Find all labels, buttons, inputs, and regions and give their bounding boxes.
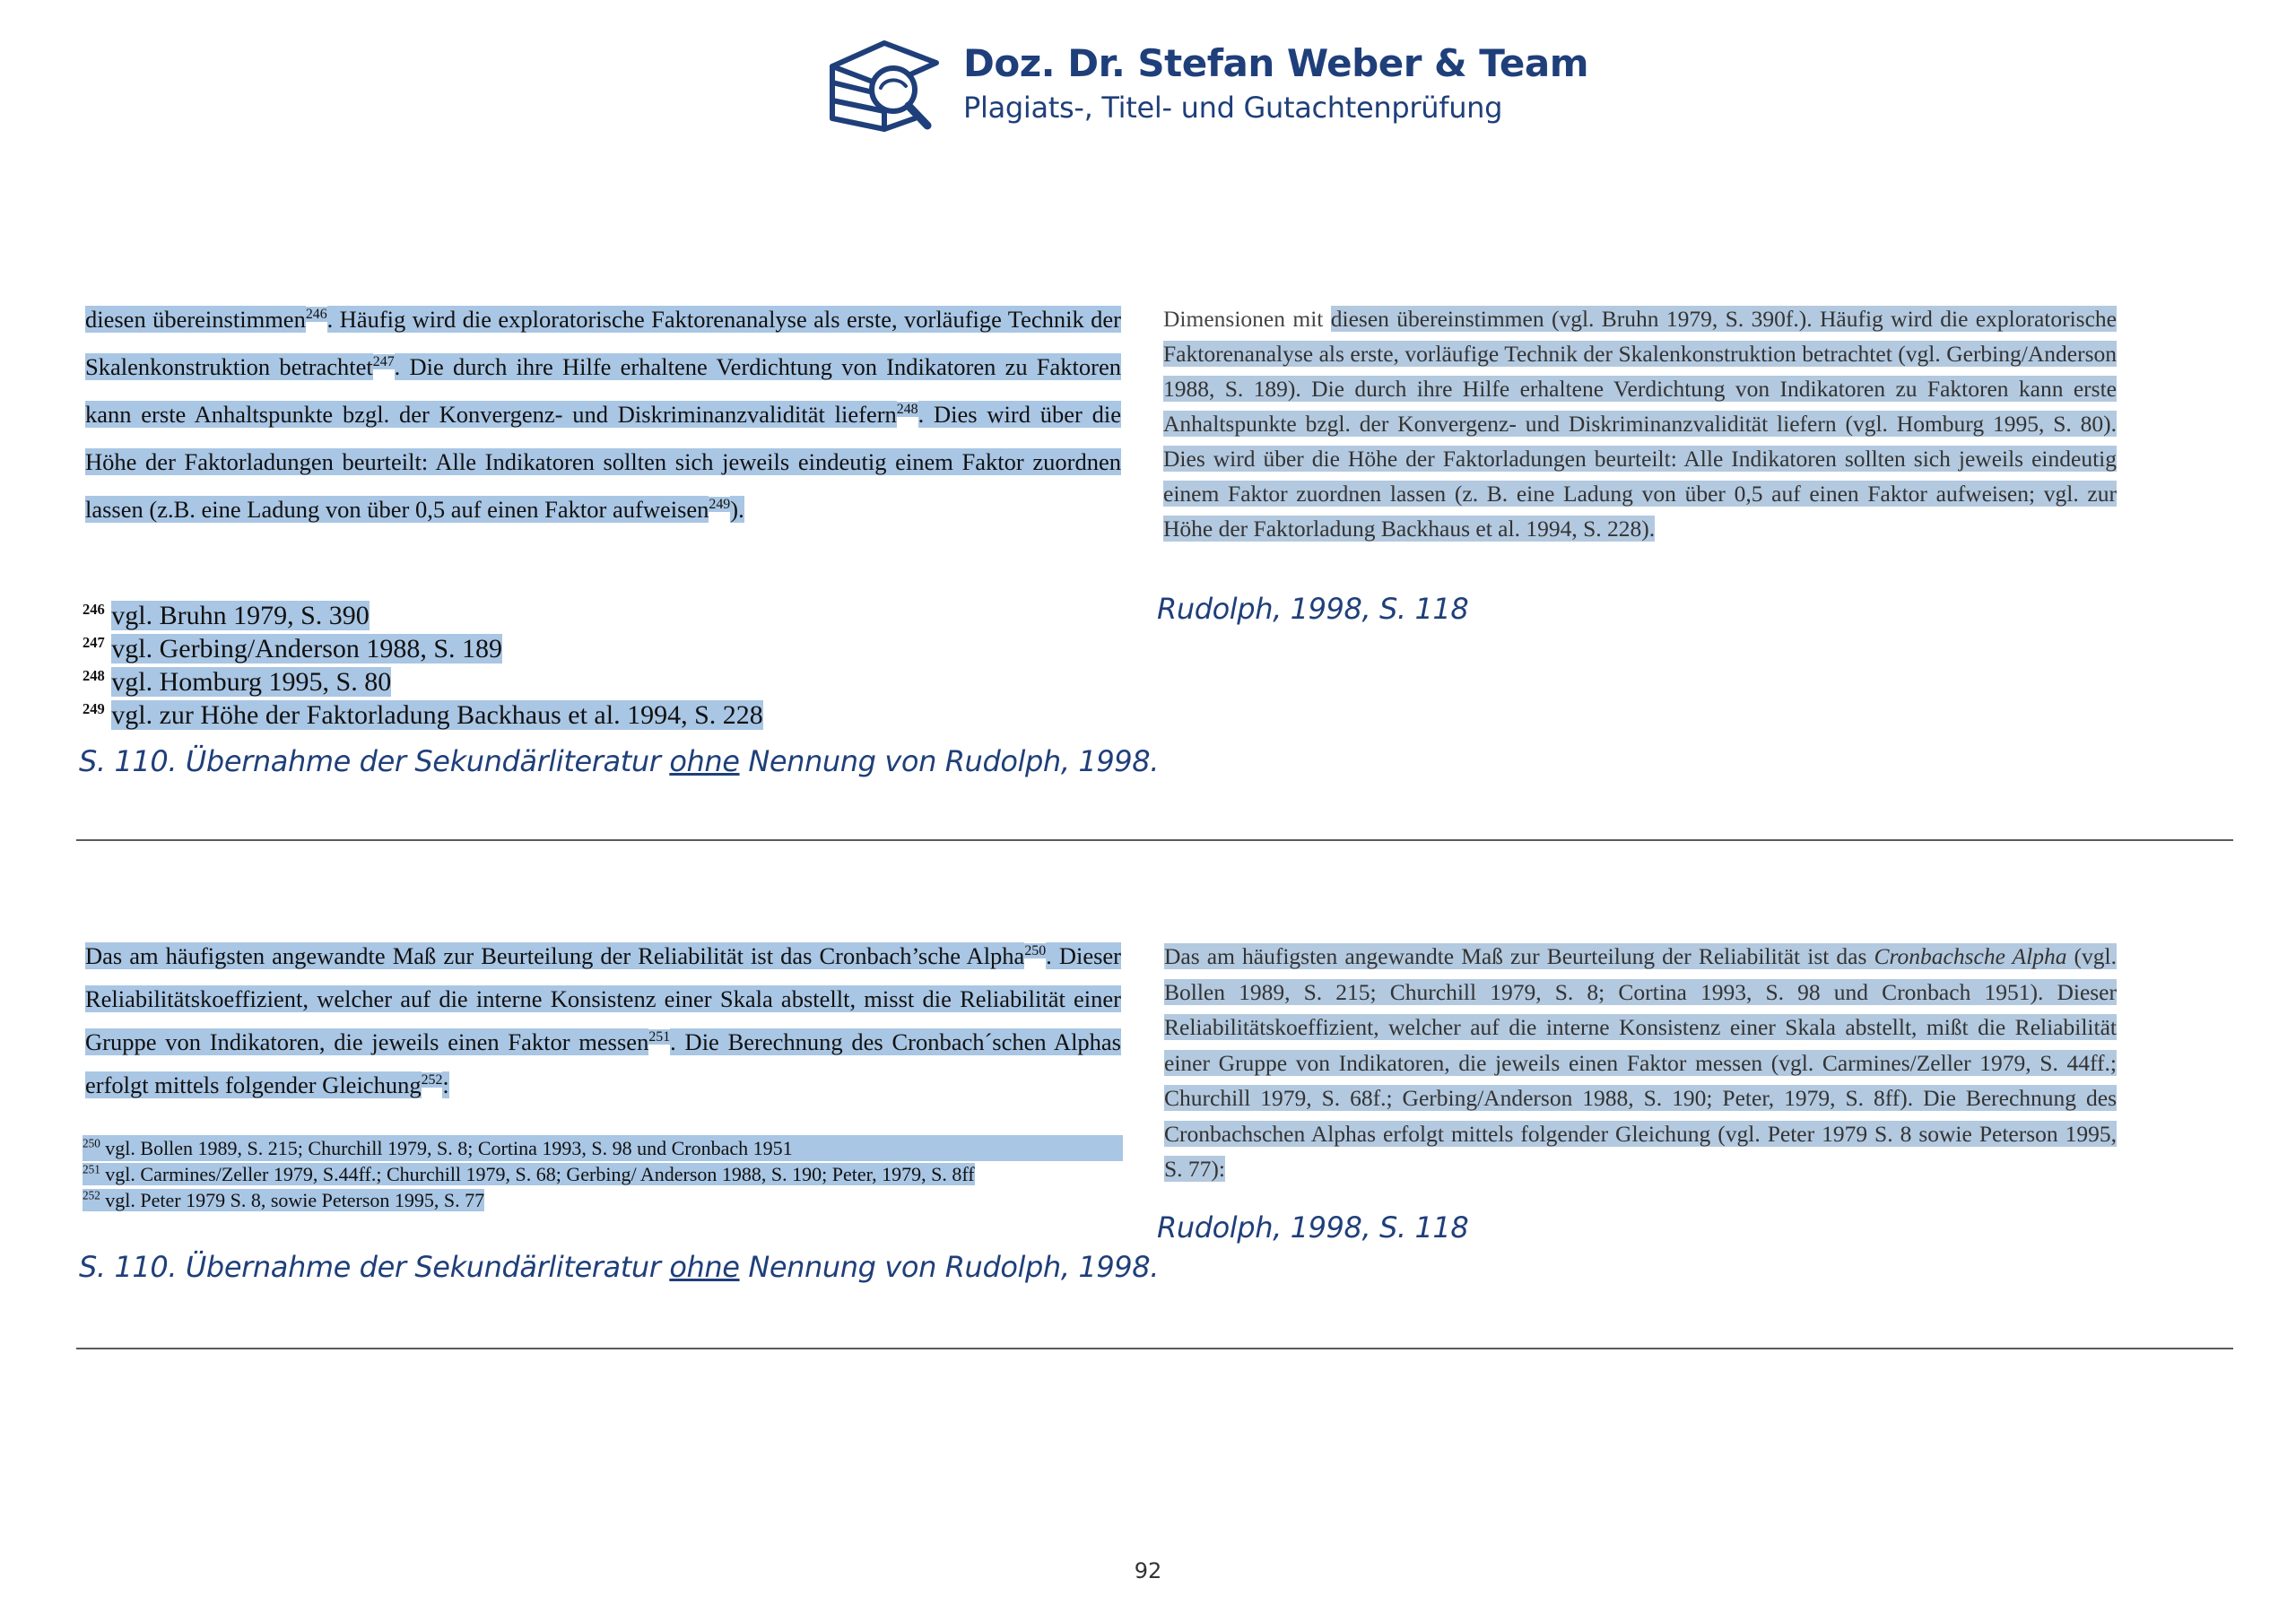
footnote-text: vgl. Carmines/Zeller 1979, S.44ff.; Churchill 1979, S. 68; Gerbing/ Anderson 1988, S. 190; Peter, 1979, S. 8ff xyxy=(105,1163,975,1185)
footnote-number: 252 xyxy=(83,1188,100,1202)
excerpt-text: : xyxy=(442,1071,449,1098)
footnotes-left-2 xyxy=(83,1135,1123,1213)
brand-title: Doz. Dr. Stefan Weber & Team xyxy=(963,41,1588,85)
footnote xyxy=(83,698,979,732)
footnotes-left-1 xyxy=(83,599,979,732)
footnote xyxy=(83,599,979,632)
footnote xyxy=(83,1135,1123,1161)
footnote-text: vgl. zur Höhe der Faktorladung Backhaus et al. 1994, S. 228 xyxy=(111,700,763,730)
brand-subtitle: Plagiats-, Titel- und Gutachtenprüfung xyxy=(963,91,1503,125)
excerpt-right-1 xyxy=(1163,301,2117,546)
excerpt-text: ). xyxy=(730,496,744,523)
excerpt-left-1 xyxy=(85,296,1121,533)
caption-text: Nennung von Rudolph, 1998. xyxy=(739,744,1159,778)
footnote-ref: 251 xyxy=(648,1029,671,1045)
footnote-text: vgl. Gerbing/Anderson 1988, S. 189 xyxy=(111,634,503,664)
caption-emphasis: ohne xyxy=(669,744,740,778)
footnote xyxy=(83,1187,1123,1213)
excerpt-text-italic: Cronbachsche Alpha xyxy=(1874,943,2067,969)
excerpt-text-unhighlighted: Dimensionen mit xyxy=(1163,306,1331,332)
footnote-ref: 247 xyxy=(372,354,395,370)
page-header xyxy=(825,36,1588,133)
footnote-text: vgl. Homburg 1995, S. 80 xyxy=(111,667,392,697)
excerpt-text: diesen übereinstimmen xyxy=(85,306,306,333)
books-magnifier-icon xyxy=(825,36,944,133)
excerpt-text-part: (vgl. Bollen 1989, S. 215; Churchill 1979, S. 8; Cortina 1993, S. 98 und Cronbach 1951). Dieser Reliabilitätskoeffizient, welcher auf die interne Konsistenz einer Skala abstellt, mißt die Reliabilität einer Gruppe von Indikatoren, die jeweils einen Faktor messen (vgl. Carmines/Zeller 1979, S. 44ff.; Churchill 1979, S. 68f.; Gerbing/Anderson 1988, S. 190; Peter, 1979, S. 8ff). Die Berechnung des Cronbachschen Alphas erfolgt mittels folgender Gleichung (vgl. Peter 1979 S. 8 sowie Peterson 1995, S. 77): xyxy=(1164,943,2118,1182)
excerpt-text-part: Das am häufigsten angewandte Maß zur Beurteilung der Reliabilität ist das xyxy=(1164,943,1874,969)
footnote-number: 248 xyxy=(83,667,105,684)
page-number: 92 xyxy=(1134,1558,1162,1583)
divider xyxy=(76,839,2233,841)
caption-text: S. 110. Übernahme der Sekundärliteratur xyxy=(79,1250,670,1284)
excerpt-left-2 xyxy=(85,934,1121,1106)
divider xyxy=(76,1348,2233,1349)
caption-right-2: Rudolph, 1998, S. 118 xyxy=(1157,1210,1469,1245)
excerpt-text: . Häufig wird die exploratorische Faktorenanalyse als erste, vorläufige Technik der Skalenkonstruktion betrachtet xyxy=(85,306,1121,380)
footnote-text: vgl. Peter 1979 S. 8, sowie Peterson 1995, S. 77 xyxy=(105,1189,485,1211)
footnote-number: 251 xyxy=(83,1162,100,1176)
caption-left-2 xyxy=(79,1250,1159,1284)
footnote-ref: 252 xyxy=(421,1072,443,1089)
excerpt-text: . Die durch ihre Hilfe erhaltene Verdichtung von Indikatoren zu Faktoren kann erste Anhaltspunkte bzgl. der Konvergenz- und Diskriminanzvalidität liefern xyxy=(85,353,1122,428)
footnote-text: vgl. Bruhn 1979, S. 390 xyxy=(111,601,370,630)
footnote xyxy=(83,1161,1123,1187)
excerpt-text: . Die Berechnung des Cronbach´schen Alphas erfolgt mittels folgender Gleichung xyxy=(85,1028,1121,1098)
footnote xyxy=(83,665,979,698)
caption-emphasis: ohne xyxy=(669,1250,740,1284)
caption-text: S. 110. Übernahme der Sekundärliteratur xyxy=(79,744,670,778)
footnote xyxy=(83,632,979,665)
excerpt-text xyxy=(1164,943,2117,1182)
footnote-number: 246 xyxy=(83,601,105,618)
caption-left-1 xyxy=(79,744,1159,778)
footnote-number: 247 xyxy=(83,634,105,651)
excerpt-text: diesen übereinstimmen (vgl. Bruhn 1979, S. 390f.). Häufig wird die exploratorische Faktorenanalyse als erste, vorläufige Technik der Skalenkonstruktion betrachtet (vgl. Gerbing/Anderson 1988, S. 189). Die durch ihre Hilfe erhaltene Verdichtung von Indikatoren zu Faktoren kann erste Anhaltspunkte bzgl. der Konvergenz- und Diskriminanzvalidität liefern (vgl. Homburg 1995, S. 80). Dies wird über die Höhe der Faktorladungen beurteilt: Alle Indikatoren sollten sich jeweils eindeutig einem Faktor zuordnen lassen (z. B. eine Ladung von über 0,5 auf einen Faktor aufweisen; vgl. zur Höhe der Faktorladung Backhaus et al. 1994, S. 228). xyxy=(1163,306,2117,542)
footnote-ref: 248 xyxy=(896,402,918,418)
caption-right-1: Rudolph, 1998, S. 118 xyxy=(1157,592,1469,626)
footnote-ref: 249 xyxy=(709,497,731,513)
footnote-text: vgl. Bollen 1989, S. 215; Churchill 1979, S. 8; Cortina 1993, S. 98 und Cronbach 1951 xyxy=(105,1137,793,1159)
footnote-ref: 250 xyxy=(1024,943,1047,959)
excerpt-text: . Dieser Reliabilitätskoeffizient, welcher auf die interne Konsistenz einer Skala abstellt, misst die Reliabilität einer Gruppe von Indikatoren, die jeweils einen Faktor messen xyxy=(85,942,1122,1055)
footnote-ref: 246 xyxy=(305,307,327,323)
caption-text: Nennung von Rudolph, 1998. xyxy=(739,1250,1159,1284)
excerpt-right-2 xyxy=(1164,939,2117,1187)
footnote-number: 249 xyxy=(83,700,105,717)
excerpt-text: Das am häufigsten angewandte Maß zur Beurteilung der Reliabilität ist das Cronbach’sche Alpha xyxy=(85,942,1025,969)
footnote-number: 250 xyxy=(83,1136,100,1150)
excerpt-text: . Dies wird über die Höhe der Faktorladungen beurteilt: Alle Indikatoren sollten sich jeweils eindeutig einem Faktor zuordnen lassen (z.B. eine Ladung von über 0,5 auf einen Faktor aufweisen xyxy=(85,401,1121,523)
